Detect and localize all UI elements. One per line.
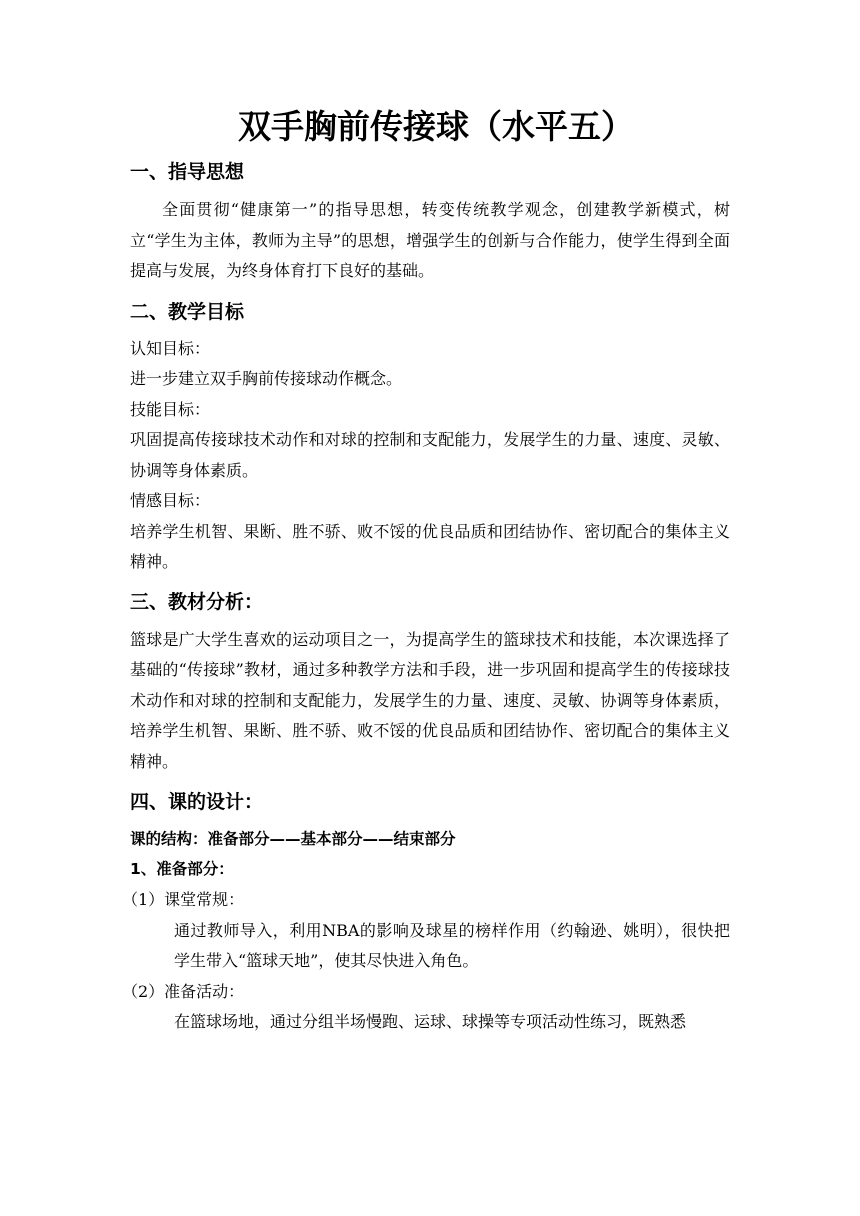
warmup-text: 在篮球场地，通过分组半场慢跑、运球、球操等专项活动性练习，既熟悉 [174,1012,687,1031]
lesson-structure: 课的结构：准备部分——基本部分——结束部分 [130,830,456,848]
skill-goal-label: 技能目标： [130,399,211,419]
class-routine-label: （1）课堂常规： [122,890,245,909]
cognitive-goal-text: 进一步建立双手胸前传接球动作概念。 [130,369,403,388]
heading-teaching-goals: 二、教学目标 [130,300,245,323]
preparation-part-heading: 1、准备部分： [130,860,234,878]
emotional-goal-text: 培养学生机智、果断、胜不骄、败不馁的优良品质和团结协作、密切配合的集体主义精神。 [130,521,730,571]
class-routine-text: 通过教师导入，利用NBA的影响及球星的榜样作用（约翰逊、姚明），很快把学生带入“篮球天地”，使其尽快进入角色。 [174,920,730,970]
document-content [122,104,730,1038]
material-analysis-paragraph: 篮球是广大学生喜欢的运动项目之一，为提高学生的篮球技术和技能，本次课选择了基础的“传接球”教材，通过多种教学方法和手段，进一步巩固和提高学生的传接球技术动作和对球的控制和支配能力，发展学生的力量、速度、灵敏、协调等身体素质，培养学生机智、果断、胜不骄、败不馁的优良品质和团结协作、密切配合的集体主义精神。 [130,629,730,771]
heading-material-analysis: 三、教材分析： [130,590,264,613]
heading-guiding-ideology: 一、指导思想 [130,161,245,183]
heading-lesson-design: 四、课的设计： [130,791,264,813]
skill-goal-text: 巩固提高传接球技术动作和对球的控制和支配能力，发展学生的力量、速度、灵敏、协调等身体素质。 [130,430,730,480]
guiding-ideology-paragraph: 全面贯彻“健康第一”的指导思想，转变传统教学观念，创建教学新模式，树立“学生为主体，教师为主导”的思想，增强学生的创新与合作能力，使学生得到全面提高与发展，为终身体育打下良好的基础。 [130,200,730,280]
document-title: 双手胸前传接球（水平五） [238,107,634,146]
cognitive-goal-label: 认知目标： [130,338,211,358]
warmup-label: （2）准备活动： [122,981,245,1001]
emotional-goal-label: 情感目标： [130,491,211,510]
